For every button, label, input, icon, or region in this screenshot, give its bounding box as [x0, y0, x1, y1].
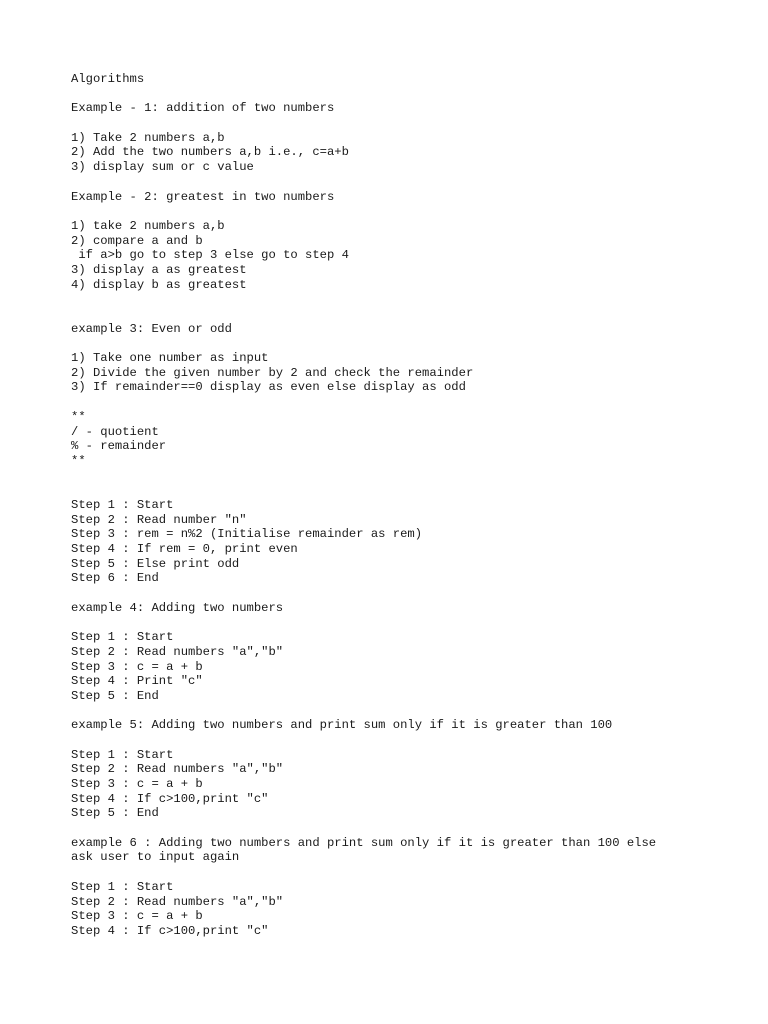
text-line: 2) Add the two numbers a,b i.e., c=a+b: [71, 145, 349, 160]
text-line: Step 3 : c = a + b: [71, 777, 203, 791]
blank-line: [71, 395, 751, 410]
text-line: example 3: Even or odd: [71, 321, 232, 336]
text-line: **: [71, 453, 86, 468]
text-line: 3) display a as greatest: [71, 262, 247, 277]
text-line: Step 5 : Else print odd: [71, 556, 240, 571]
text-line: Step 6 : End: [71, 571, 159, 586]
blank-line: [71, 175, 751, 190]
text-line: if a>b go to step 3 else go to step 4: [71, 248, 349, 263]
blank-line: [71, 204, 751, 219]
text-line: 3) display sum or c value: [71, 160, 254, 175]
text-line: Step 2 : Read numbers "a","b": [71, 762, 284, 777]
text-line: Step 3 : c = a + b: [71, 909, 203, 924]
text-line: Step 1 : Start: [71, 747, 174, 762]
blank-line: [71, 116, 751, 131]
text-line: Example - 1: addition of two numbers: [71, 101, 335, 116]
text-line: Example - 2: greatest in two numbers: [71, 189, 335, 204]
text-line: Step 1 : Start: [71, 630, 174, 645]
text-line: Step 2 : Read number "n": [71, 512, 247, 527]
text-line: example 6 : Adding two numbers and print sum only if it is greater than 100 else: [71, 835, 657, 850]
text-line: / - quotient: [71, 424, 159, 439]
blank-line: [71, 733, 751, 748]
blank-line: [71, 336, 751, 351]
text-line: 1) take 2 numbers a,b: [71, 218, 225, 233]
text-line: Step 4 : If c>100,print "c": [71, 923, 269, 938]
text-line: 4) display b as greatest: [71, 277, 247, 292]
text-line: 3) If remainder==0 display as even else display as odd: [71, 380, 466, 395]
text-line: Step 5 : End: [71, 688, 159, 703]
blank-line: [71, 87, 751, 102]
blank-line: [71, 615, 751, 630]
text-line: Step 4 : If rem = 0, print even: [71, 542, 298, 556]
blank-line: [71, 483, 751, 498]
blank-line: [71, 292, 751, 307]
text-line: % - remainder: [71, 439, 167, 454]
text-line: Step 4 : If c>100,print "c": [71, 791, 269, 806]
text-line: **: [71, 409, 86, 424]
blank-line: [71, 865, 751, 880]
text-line: example 4: Adding two numbers: [71, 600, 284, 615]
document-page: [71, 72, 751, 939]
text-line: Step 1 : Start: [71, 497, 174, 512]
text-line: 1) Take one number as input: [71, 351, 269, 366]
blank-line: [71, 469, 751, 484]
text-line: Step 4 : Print "c": [71, 674, 203, 689]
text-line: Step 2 : Read numbers "a","b": [71, 894, 284, 909]
text-line: Step 1 : Start: [71, 879, 174, 894]
text-line: 2) compare a and b: [71, 233, 203, 248]
text-line: Step 3 : c = a + b: [71, 659, 203, 674]
blank-line: [71, 586, 751, 601]
text-line: Step 2 : Read numbers "a","b": [71, 644, 284, 659]
blank-line: [71, 307, 751, 322]
blank-line: [71, 704, 751, 719]
text-line: example 5: Adding two numbers and print sum only if it is greater than 100: [71, 718, 613, 733]
text-line: Algorithms: [71, 72, 145, 86]
text-line: Step 3 : rem = n%2 (Initialise remainder as rem): [71, 527, 423, 542]
blank-line: [71, 821, 751, 836]
text-line: 2) Divide the given number by 2 and check the remainder: [71, 365, 474, 380]
text-line: 1) Take 2 numbers a,b: [71, 130, 225, 145]
text-line: Step 5 : End: [71, 806, 159, 821]
text-line: ask user to input again: [71, 850, 240, 865]
